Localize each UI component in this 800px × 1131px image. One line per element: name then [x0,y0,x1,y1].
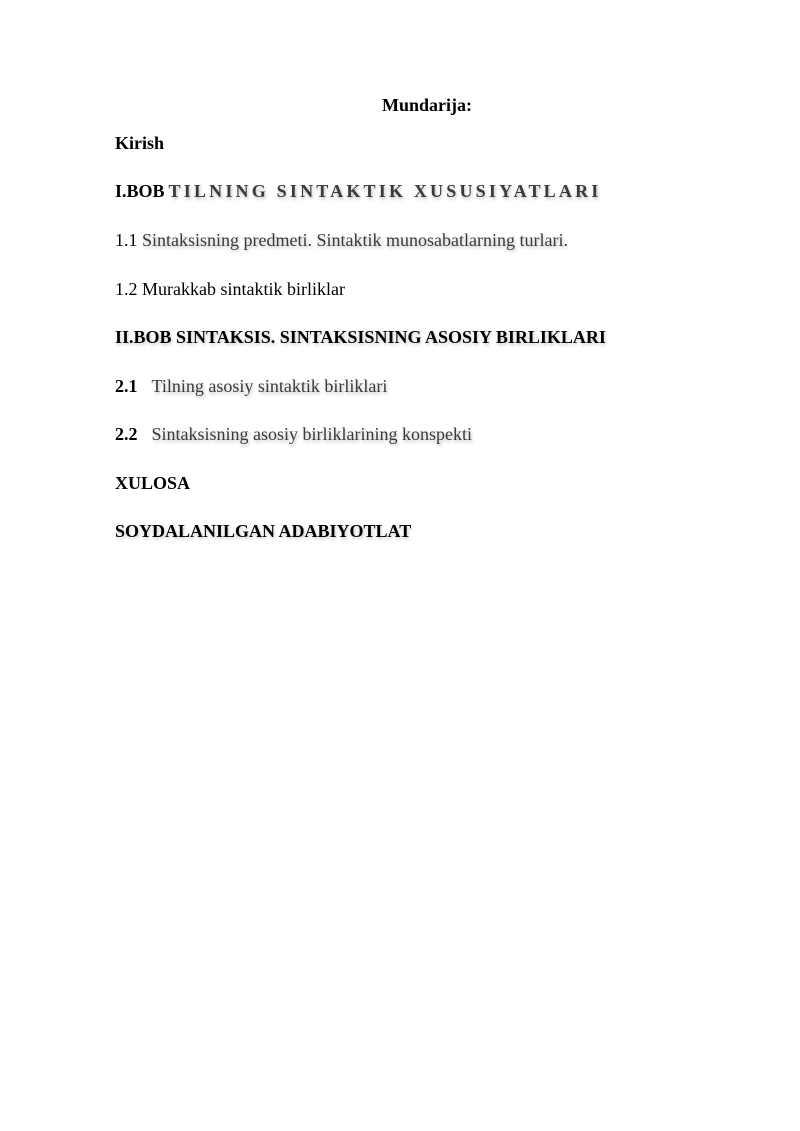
toc-entry-chapter-2: II.BOB SINTAKSIS. SINTAKSISNING ASOSIY BIRLIKLARI [115,327,606,347]
toc-entry-conclusion: XULOSA [115,473,191,493]
section-2-1-title: Tilning asosiy sintaktik birliklari [151,376,388,396]
chapter-1-prefix: I.BOB [115,181,165,201]
toc-entry-references: SOYDALANILGAN ADABIYOTLAT [115,521,412,541]
toc-entry-introduction: Kirish [115,133,165,153]
section-2-1-number: 2.1 [115,376,138,396]
toc-entry-1-1 [115,229,568,251]
section-2-2-title: Sintaksisning asosiy birliklarining konspekti [151,424,472,444]
section-1-1-title: Sintaksisning predmeti. Sintaktik munosabatlarning turlari. [142,230,568,250]
section-1-2-number: 1.2 [115,279,138,299]
toc-entry-2-2 [115,423,472,445]
toc-entry-chapter-1 [115,180,602,202]
page-title: Mundarija: [382,95,472,115]
chapter-1-title: TILNING SINTAKTIK XUSUSIYATLARI [168,181,602,201]
section-1-1-number: 1.1 [115,230,138,250]
toc-entry-2-1 [115,375,387,397]
toc-entry-1-2 [115,278,345,300]
section-2-2-number: 2.2 [115,424,138,444]
section-1-2-title: Murakkab sintaktik birliklar [142,279,345,299]
